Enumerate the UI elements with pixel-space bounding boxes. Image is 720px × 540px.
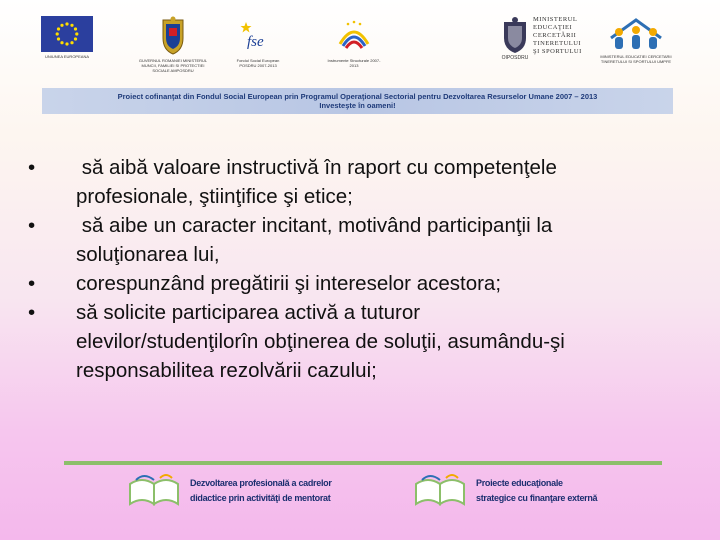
list-item-line: corespunzând pregătirii şi intereselor acestora; [76, 272, 502, 295]
list-item-line: elevilor/studenţilorîn obţinerea de soluţii, asumându-şi [76, 330, 565, 353]
logo-caption: GUVERNUL ROMANIEI MINISTERUL MUNCII, FAMILIEI SI PROTECTIEI SOCIALE AMPOSDRU [138, 58, 208, 73]
footer-left-line-1: Dezvoltarea profesională a cadrelor [190, 478, 332, 488]
bullet-marker: • [28, 301, 36, 324]
ministry-logo [500, 16, 590, 61]
cofinancing-banner [42, 88, 673, 114]
bullet-list [28, 153, 688, 385]
fse-mark: fse [247, 34, 264, 50]
ministry-education-crest-icon [500, 16, 530, 54]
list-item [28, 269, 688, 298]
bullet-marker: • [28, 214, 36, 237]
government-logo [138, 16, 208, 73]
footer-right-text [476, 476, 597, 506]
footer-right-line-2: strategice cu finanţare externă [476, 493, 598, 503]
eu-logo [40, 16, 94, 59]
logo-caption: MINISTERUL EDUCATIEI CERCETARII TINERETULUI SI SPORTULUI UMPFE [600, 54, 672, 64]
list-item-line: responsabilitea rezolvării cazului; [76, 359, 377, 382]
logo-caption-short: OIPOSDRU [501, 55, 529, 61]
footer-left-text [190, 476, 332, 506]
fse-logo-icon [238, 16, 278, 56]
bullet-marker: • [28, 272, 36, 295]
logo-caption: Instrumente Structurale 2007-2013 [327, 58, 381, 68]
fse-logo [228, 16, 288, 68]
structural-instruments-logo [324, 16, 384, 68]
ministry-name: MINISTERUL EDUCAŢIEI CERCETĂRII TINERETULUI ŞI SPORTULUI [533, 16, 582, 55]
banner-line-2: Investeşte în oameni! [319, 101, 396, 110]
list-item [28, 211, 688, 269]
logo-caption: UNIUNEA EUROPEANA [44, 54, 89, 59]
eu-flag-icon [41, 16, 93, 52]
footer-divider [64, 461, 662, 465]
bullet-marker: • [28, 156, 36, 179]
list-item-line: să solicite participarea activă a tuturor [76, 301, 421, 324]
list-item-line: profesionale, ştiinţifice şi etice; [76, 185, 353, 208]
open-book-icon [126, 470, 182, 510]
logo-caption: Fondul Social European POSDRU 2007-2013 [236, 58, 280, 68]
banner-line-1: Proiect cofinanţat din Fondul Social European prin Programul Operaţional Sectorial pentru Dezvoltarea Resurselor Umane 2007 – 2013 [117, 92, 598, 101]
list-item-line: să aibă valoare instructivă în raport cu competenţele [76, 156, 557, 179]
list-item-line: soluţionarea lui, [76, 243, 220, 266]
footer-left-line-2: didactice prin activităţi de mentorat [190, 493, 331, 503]
people-house-icon [605, 16, 667, 52]
list-item [28, 298, 688, 385]
structural-instruments-icon [334, 16, 374, 56]
open-book-icon [412, 470, 468, 510]
list-item-line: să aibe un caracter incitant, motivând participanţii la [76, 214, 553, 237]
umpfe-logo [600, 16, 672, 64]
list-item [28, 153, 688, 211]
romania-coat-of-arms-icon [160, 16, 186, 56]
footer-right-line-1: Proiecte educaţionale [476, 478, 563, 488]
